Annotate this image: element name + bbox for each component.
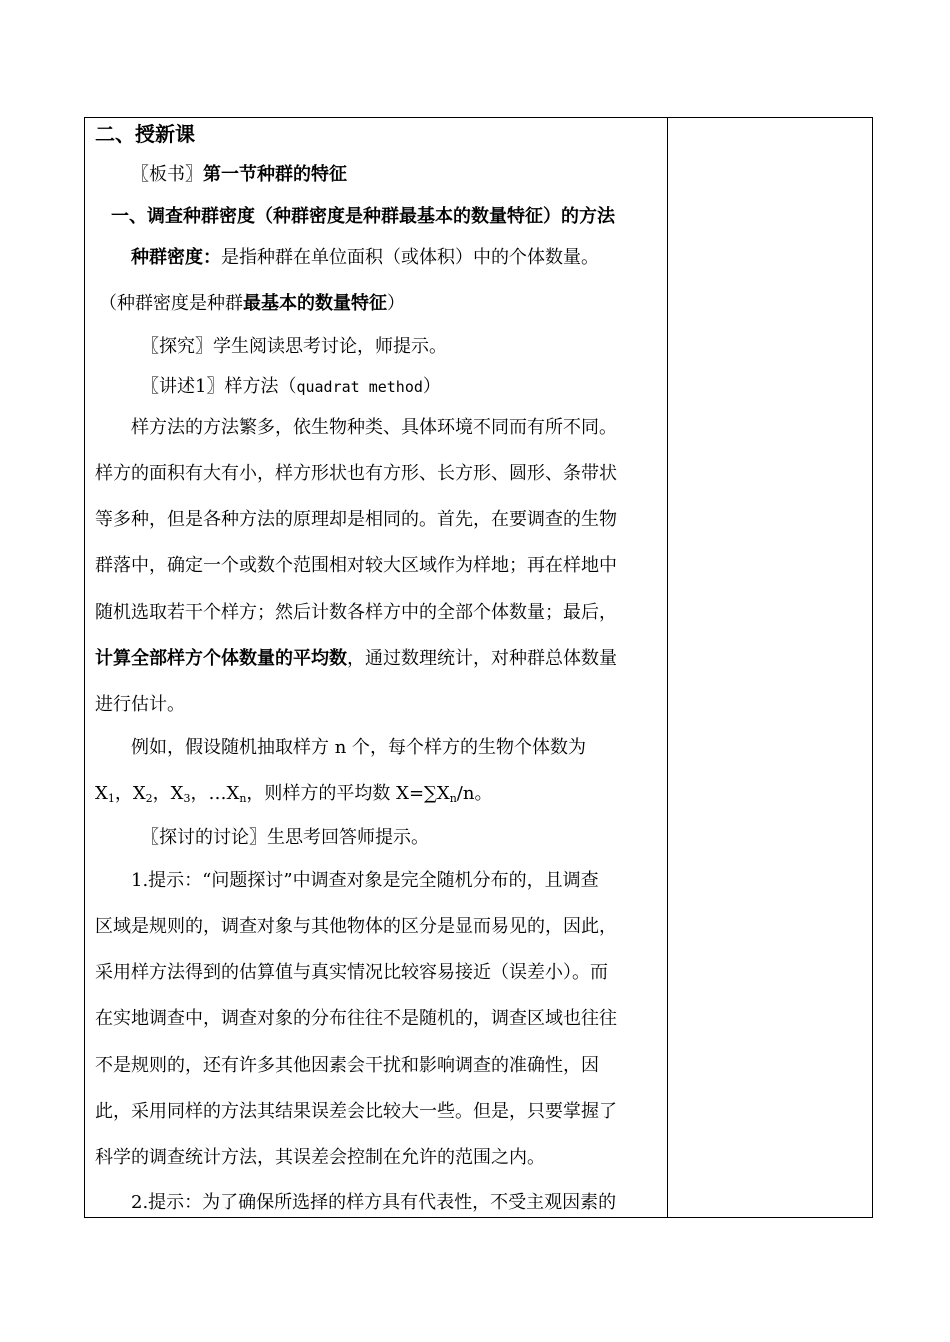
paragraph1-line: 等多种，但是各种方法的原理却是相同的。首先，在要调查的生物 [95,509,617,530]
hint1-line: 区域是规则的，调查对象与其他物体的区分是显而易见的，因此， [95,916,617,937]
paragraph1-line [95,648,617,670]
paragraph1-line: 进行估计。 [95,694,185,715]
lecture-suffix: ） [422,376,441,397]
lecture-line [141,376,441,398]
paragraph1-line: 样方的面积有大有小，样方形状也有方形、长方形、圆形、条带状 [95,463,617,484]
board-tag: 〖板书〗 [131,164,203,185]
note-suffix: ） [387,293,405,314]
hint1-line: 此，采用同样的方法其结果误差会比较大一些。但是，只要掌握了 [95,1101,617,1122]
hint1-line: 在实地调查中，调查对象的分布往往不是随机的，调查区域也往往 [95,1008,617,1029]
paragraph1-line: 群落中，确定一个或数个范围相对较大区域作为样地；再在样地中 [95,555,617,576]
hint2-line: 2.提示：为了确保所选择的样方具有代表性，不受主观因素的 [131,1192,617,1213]
definition [131,247,599,269]
formula-line: $X_1$，$X_2$，$X_3$，$\dots X_n$，则样方的平均数 $X=\sum X_n/n$。 [95,783,493,805]
hint1-line: 采用样方法得到的估算值与真实情况比较容易接近（误差小）。而 [95,962,608,983]
explore-line: 〖探究〗学生阅读思考讨论，师提示。 [141,336,447,357]
paragraph1-tail: ，通过数理统计，对种群总体数量 [347,648,617,669]
paragraph1-line: 随机选取若干个样方；然后计数各样方中的全部个体数量；最后， [95,602,617,623]
hint1-line: 不是规则的，还有许多其他因素会干扰和影响调查的准确性，因 [95,1055,599,1076]
example-line: 例如，假设随机抽取样方 n 个，每个样方的生物个体数为 [131,737,587,758]
lecture-prefix: 〖讲述1〗样方法（ [141,376,297,397]
hint1-line: 1.提示：“问题探讨”中调查对象是完全随机分布的，且调查 [131,870,599,891]
board-title [131,164,347,186]
hint1-line: 科学的调查统计方法，其误差会控制在允许的范围之内。 [95,1147,545,1168]
paragraph1-bold: 计算全部样方个体数量的平均数 [95,648,347,669]
note-bold: 最基本的数量特征 [243,293,387,314]
discussion-line: 〖探讨的讨论〗生思考回答师提示。 [141,827,429,848]
note-prefix: （种群密度是种群 [99,293,243,314]
definition-text: 是指种群在单位面积（或体积）中的个体数量。 [221,247,599,268]
lesson-table [84,117,873,1218]
heading-one: 一、调查种群密度（种群密度是种群最基本的数量特征）的方法 [111,206,615,227]
board-title-text: 第一节种群的特征 [203,164,347,185]
section-heading: 二、授新课 [95,122,195,146]
note-line [99,293,405,315]
definition-term: 种群密度： [131,247,221,268]
lecture-term: quadrat method [296,378,423,396]
notes-column [668,118,872,1217]
paragraph1-line: 样方法的方法繁多，依生物种类、具体环境不同而有所不同。 [131,417,617,438]
